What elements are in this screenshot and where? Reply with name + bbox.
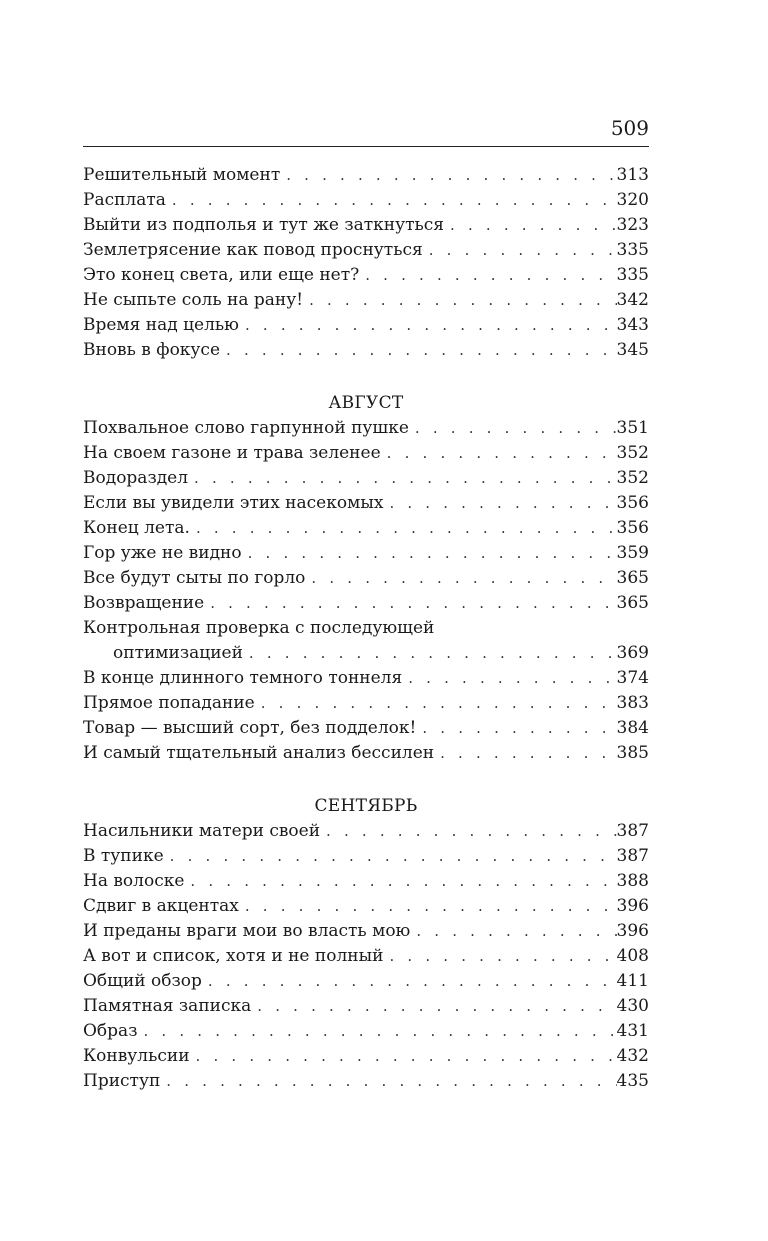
toc-entry (83, 844, 649, 869)
entry-page-number: 388 (616, 871, 649, 891)
entry-title: Не сыпьте соль на рану! (83, 290, 304, 310)
entry-page-number: 396 (616, 896, 649, 916)
toc-entry (83, 819, 649, 844)
entry-title: Насильники матери своей (83, 821, 321, 841)
entry-title: Прямое попадание (83, 693, 255, 713)
toc-entry (83, 516, 649, 541)
entry-page-number: 351 (616, 418, 649, 438)
dot-leader (444, 213, 617, 238)
toc-entry (83, 566, 649, 591)
dot-leader (204, 591, 616, 616)
toc-entry (83, 716, 649, 741)
entry-title: Гор уже не видно (83, 543, 242, 563)
toc-entry (83, 919, 649, 944)
entry-page-number: 335 (616, 265, 649, 285)
entry-page-number: 320 (616, 190, 649, 210)
entry-page-number: 411 (616, 971, 649, 991)
entry-title: Это конец света, или еще нет? (83, 265, 360, 285)
entry-title: На своем газоне и трава зеленее (83, 443, 381, 463)
toc-entry (83, 263, 649, 288)
dot-leader (255, 691, 617, 716)
dot-leader (239, 313, 617, 338)
dot-leader (202, 969, 617, 994)
toc-entry (83, 741, 649, 766)
toc-entry (83, 416, 649, 441)
entry-page-number: 365 (616, 593, 649, 613)
table-of-contents (83, 163, 649, 1094)
entry-title-continuation: оптимизацией (113, 643, 243, 663)
toc-entry (83, 188, 649, 213)
dot-leader (381, 441, 617, 466)
entry-page-number: 369 (616, 643, 649, 663)
entry-title: Вновь в фокусе (83, 340, 221, 360)
entry-title: Если вы увидели этих насекомых (83, 493, 384, 513)
toc-entry (83, 213, 649, 238)
dot-leader (188, 466, 617, 491)
header-rule (83, 146, 649, 147)
toc-section (83, 163, 649, 363)
entry-page-number: 345 (616, 340, 649, 360)
toc-entry (83, 994, 649, 1019)
entry-page-number: 432 (616, 1046, 649, 1066)
dot-leader (164, 844, 617, 869)
entry-page-number: 352 (616, 468, 649, 488)
dot-leader (190, 1044, 617, 1069)
page-number: 509 (610, 116, 649, 140)
entry-page-number: 396 (616, 921, 649, 941)
entry-page-number: 359 (616, 543, 649, 563)
dot-leader (303, 288, 616, 313)
toc-entry (83, 1069, 649, 1094)
entry-title: Время над целью (83, 315, 239, 335)
toc-entry (83, 969, 649, 994)
entry-page-number: 352 (616, 443, 649, 463)
entry-title: Сдвиг в акцентах (83, 896, 239, 916)
entry-title: Конвульсии (83, 1046, 190, 1066)
dot-leader (242, 541, 617, 566)
entry-title: Образ (83, 1021, 138, 1041)
toc-entry (83, 591, 649, 616)
dot-leader (383, 944, 616, 969)
entry-title: Все будут сыты по горло (83, 568, 306, 588)
toc-entry (83, 894, 649, 919)
toc-entry (83, 616, 649, 641)
entry-title: Расплата (83, 190, 166, 210)
section-title: АВГУСТ (328, 393, 404, 413)
toc-section (83, 391, 649, 766)
entry-title: На волоске (83, 871, 185, 891)
toc-entry-continuation (83, 641, 649, 666)
toc-entry (83, 944, 649, 969)
dot-leader (251, 994, 616, 1019)
dot-leader (305, 566, 616, 591)
entry-title: Землетрясение как повод проснуться (83, 240, 423, 260)
entry-page-number: 342 (616, 290, 649, 310)
dot-leader (280, 163, 616, 188)
toc-entry (83, 1019, 649, 1044)
entry-title: В тупике (83, 846, 164, 866)
entry-page-number: 323 (616, 215, 649, 235)
entry-title: Контрольная проверка с последующей (83, 618, 435, 638)
dot-leader (410, 919, 616, 944)
dot-leader (320, 819, 617, 844)
entry-title: И самый тщательный анализ бессилен (83, 743, 435, 763)
entry-page-number: 384 (616, 718, 649, 738)
dot-leader (160, 1069, 616, 1094)
dot-leader (137, 1019, 616, 1044)
entry-title: Похвальное слово гарпунной пушке (83, 418, 409, 438)
dot-leader (184, 869, 616, 894)
dot-leader (423, 238, 617, 263)
dot-leader (166, 188, 617, 213)
dot-leader (434, 741, 616, 766)
entry-title: Общий обзор (83, 971, 202, 991)
entry-page-number: 430 (616, 996, 649, 1016)
entry-title: Возвращение (83, 593, 205, 613)
toc-entry (83, 163, 649, 188)
dot-leader (359, 263, 616, 288)
entry-page-number: 343 (616, 315, 649, 335)
toc-entry (83, 238, 649, 263)
toc-entry (83, 466, 649, 491)
toc-entry (83, 338, 649, 363)
toc-entry (83, 869, 649, 894)
toc-entry (83, 1044, 649, 1069)
entry-title: В конце длинного темного тоннеля (83, 668, 403, 688)
entry-page-number: 356 (616, 518, 649, 538)
entry-page-number: 374 (616, 668, 649, 688)
toc-entry (83, 691, 649, 716)
toc-entry (83, 441, 649, 466)
entry-page-number: 365 (616, 568, 649, 588)
entry-page-number: 383 (616, 693, 649, 713)
entry-page-number: 435 (616, 1071, 649, 1091)
toc-page (83, 112, 649, 1094)
entry-title: Водораздел (83, 468, 189, 488)
dot-leader (243, 641, 617, 666)
entry-page-number: 387 (616, 846, 649, 866)
dot-leader (220, 338, 617, 363)
dot-leader (239, 894, 617, 919)
entry-title: Решительный момент (83, 165, 281, 185)
entry-page-number: 408 (616, 946, 649, 966)
entry-title: Памятная записка (83, 996, 252, 1016)
toc-entry (83, 666, 649, 691)
entry-title: Конец лета. (83, 518, 190, 538)
entry-page-number: 313 (616, 165, 649, 185)
entry-title: И преданы враги мои во власть мою (83, 921, 411, 941)
toc-entry (83, 288, 649, 313)
section-title: СЕНТЯБРЬ (314, 796, 418, 816)
dot-leader (409, 416, 617, 441)
dot-leader (416, 716, 616, 741)
entry-page-number: 356 (616, 493, 649, 513)
entry-title: Приступ (83, 1071, 161, 1091)
dot-leader (402, 666, 616, 691)
entry-title: А вот и список, хотя и не полный (83, 946, 384, 966)
entry-page-number: 387 (616, 821, 649, 841)
toc-entry (83, 491, 649, 516)
dot-leader (190, 516, 617, 541)
entry-page-number: 385 (616, 743, 649, 763)
entry-page-number: 431 (616, 1021, 649, 1041)
dot-leader (383, 491, 616, 516)
toc-entry (83, 541, 649, 566)
entry-title: Выйти из подполья и тут же заткнуться (83, 215, 445, 235)
entry-page-number: 335 (616, 240, 649, 260)
toc-section (83, 794, 649, 1094)
toc-entry (83, 313, 649, 338)
entry-title: Товар — высший сорт, без подделок! (83, 718, 417, 738)
